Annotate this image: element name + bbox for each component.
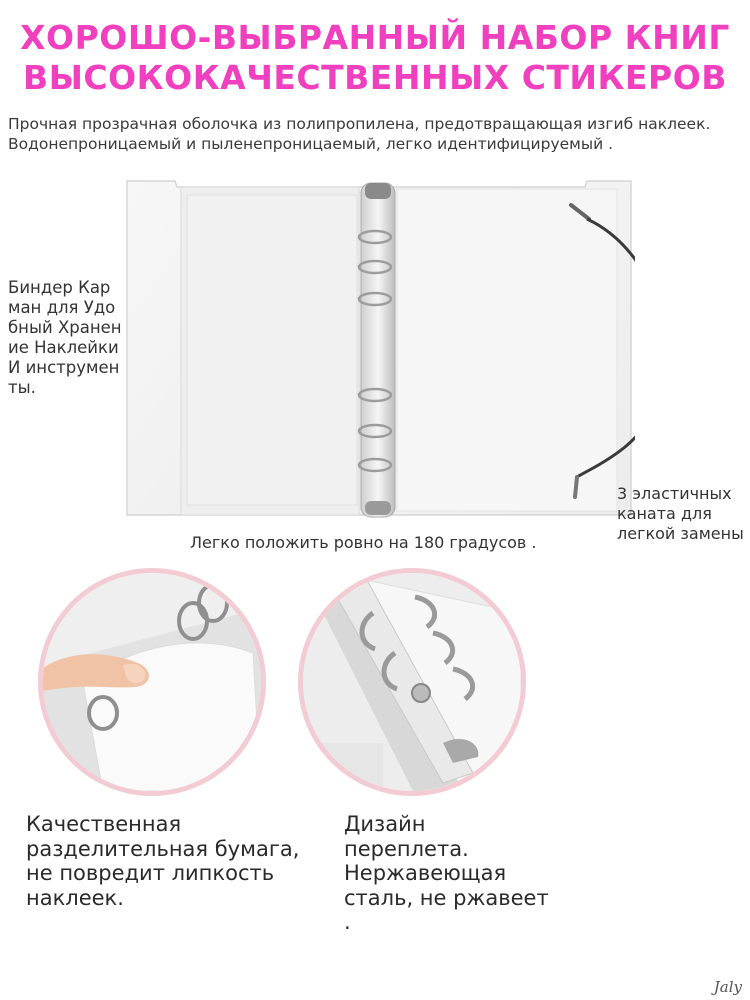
- binding-caption-line-4: сталь, не ржавеет: [344, 885, 549, 910]
- page-title: [0, 18, 750, 98]
- binding-caption-line-5: .: [344, 910, 351, 934]
- intro-text: [8, 114, 748, 154]
- open-binder-image: [125, 175, 635, 525]
- binder-pocket-note: Биндер Карман для Удобный Хранение Наклейки И инструменты.: [8, 278, 122, 397]
- paper-caption-line-3: не повредит липкость: [26, 861, 275, 885]
- paper-caption-line-2: разделительная бумага,: [26, 836, 300, 861]
- paper-caption: [26, 812, 299, 910]
- title-line-1: ХОРОШО-ВЫБРАННЫЙ НАБОР КНИГ: [20, 18, 730, 57]
- brand-signature: Jaly: [713, 978, 742, 996]
- binding-caption-line-2: переплета.: [344, 836, 469, 861]
- binding-caption: [344, 812, 549, 935]
- binding-caption-line-3: Нержавеющая: [344, 861, 507, 885]
- intro-line-2: Водонепроницаемый и пыленепроницаемый, легко идентифицируемый .: [8, 135, 614, 153]
- paper-caption-line-4: наклеек.: [26, 885, 124, 910]
- binding-caption-line-1: Дизайн: [344, 812, 426, 836]
- paper-detail-photo: [38, 568, 266, 796]
- lay-flat-note: Легко положить ровно на 180 градусов .: [190, 533, 537, 552]
- elastic-rope-note: 3 эластичных каната для легкой замены: [617, 484, 744, 543]
- binding-detail-photo: [298, 568, 526, 796]
- paper-caption-line-1: Качественная: [26, 812, 182, 836]
- title-line-2: ВЫСОКОКАЧЕСТВЕННЫХ СТИКЕРОВ: [23, 58, 727, 97]
- intro-line-1: Прочная прозрачная оболочка из полипропилена, предотвращающая изгиб наклеек.: [8, 115, 711, 133]
- binder-illustration: [125, 175, 635, 525]
